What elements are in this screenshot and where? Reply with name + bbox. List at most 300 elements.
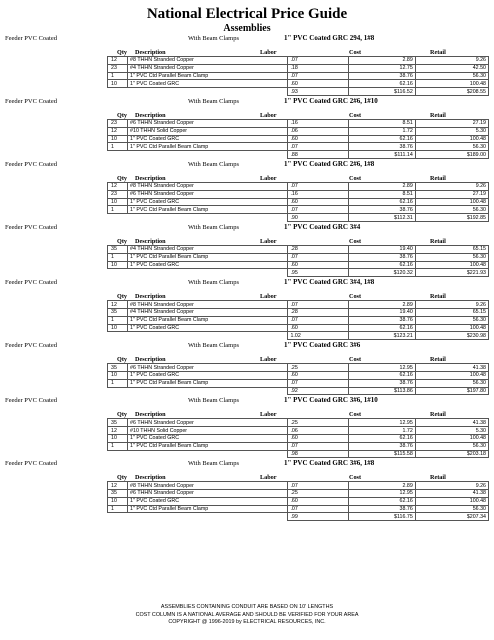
cell-retail: 100.48: [415, 434, 488, 442]
section-header: [0, 222, 494, 235]
cell-cost: 38.76: [348, 253, 415, 261]
column-header-labor: Labor: [260, 174, 277, 182]
section-category: Feeder PVC Coated: [5, 97, 57, 105]
total-cost: $116.75: [348, 513, 415, 521]
cell-retail: 41.38: [415, 364, 488, 372]
column-headers: [0, 110, 494, 119]
cell-labor: .60: [288, 135, 348, 143]
cell-cost: 62.16: [348, 434, 415, 442]
table-row: [108, 127, 489, 135]
cell-cost: 62.16: [348, 324, 415, 332]
cell-labor: .07: [288, 316, 348, 324]
cell-labor: .28: [288, 308, 348, 316]
table-row: [108, 316, 489, 324]
cell-qty: 10: [108, 324, 128, 332]
section-category: Feeder PVC Coated: [5, 279, 57, 287]
section-mounting: With Beam Clamps: [188, 279, 240, 287]
column-header-labor: Labor: [260, 293, 277, 301]
total-row: [108, 214, 489, 222]
column-headers: [0, 472, 494, 481]
section-category: Feeder PVC Coated: [5, 460, 57, 468]
column-header-cost: Cost: [349, 356, 362, 364]
cell-description: #6 THHN Stranded Copper: [128, 490, 288, 498]
footer-note-cost: COST COLUMN IS A NATIONAL AVERAGE AND SHOULD BE VERIFIED FOR YOUR AREA: [135, 611, 359, 618]
cell-labor: .18: [288, 64, 348, 72]
cell-qty: 10: [108, 497, 128, 505]
cell-retail: 56.30: [415, 253, 488, 261]
section-header: [0, 340, 494, 353]
cell-qty: 1: [108, 206, 128, 214]
table-row: [108, 80, 489, 88]
total-labor: .95: [288, 269, 348, 277]
page-title: National Electrical Price Guide: [146, 6, 348, 22]
column-header-retail: Retail: [430, 293, 446, 301]
cell-qty: 10: [108, 261, 128, 269]
assembly-sections: [0, 33, 494, 521]
cell-retail: 56.30: [415, 379, 488, 387]
cell-labor: .60: [288, 80, 348, 88]
cell-qty: 12: [108, 182, 128, 190]
column-header-labor: Labor: [260, 111, 277, 119]
total-row: [108, 88, 489, 96]
column-header-description: Description: [135, 111, 166, 119]
cell-labor: .60: [288, 324, 348, 332]
cell-qty: 12: [108, 57, 128, 65]
cell-labor: .07: [288, 379, 348, 387]
column-header-retail: Retail: [430, 356, 446, 364]
cell-labor: .06: [288, 127, 348, 135]
cell-description: 1" PVC Coated GRC: [128, 135, 288, 143]
cell-retail: 42.50: [415, 64, 488, 72]
cell-qty: 1: [108, 505, 128, 513]
cell-qty: 23: [108, 119, 128, 127]
section-mounting: With Beam Clamps: [188, 397, 240, 405]
table-row: [108, 253, 489, 261]
cell-qty: 10: [108, 198, 128, 206]
total-spacer: [128, 88, 288, 96]
total-cost: $115.58: [348, 450, 415, 458]
cell-retail: 100.48: [415, 497, 488, 505]
table-row: [108, 182, 489, 190]
cell-cost: 62.16: [348, 371, 415, 379]
cell-description: 1" PVC Coated GRC: [128, 371, 288, 379]
cell-retail: 41.38: [415, 490, 488, 498]
cell-labor: .25: [288, 490, 348, 498]
cell-retail: 56.30: [415, 505, 488, 513]
cell-labor: .60: [288, 434, 348, 442]
total-spacer: [108, 450, 128, 458]
cell-retail: 56.30: [415, 206, 488, 214]
cell-cost: 38.76: [348, 143, 415, 151]
column-headers: [0, 409, 494, 418]
cell-retail: 56.30: [415, 442, 488, 450]
cell-retail: 56.30: [415, 72, 488, 80]
column-header-qty: Qty: [117, 49, 127, 56]
cell-labor: .28: [288, 245, 348, 253]
column-header-qty: Qty: [117, 174, 127, 182]
footer: [0, 604, 494, 627]
section-assembly-name: 1" PVC Coated GRC 3#6: [284, 341, 361, 350]
cell-description: #6 THHN Stranded Copper: [128, 419, 288, 427]
cell-description: #10 THHN Solid Copper: [128, 127, 288, 135]
total-row: [108, 450, 489, 458]
total-retail: $192.85: [415, 214, 488, 222]
cell-cost: 2.89: [348, 301, 415, 309]
total-labor: .93: [288, 88, 348, 96]
cell-qty: 1: [108, 253, 128, 261]
cell-qty: 1: [108, 442, 128, 450]
cell-labor: .07: [288, 253, 348, 261]
column-header-description: Description: [135, 356, 166, 364]
cell-retail: 100.48: [415, 135, 488, 143]
items-table: [107, 481, 489, 521]
cell-description: 1" PVC Ctd Parallel Beam Clamp: [128, 505, 288, 513]
column-header-qty: Qty: [117, 356, 127, 364]
items-table: [107, 56, 489, 96]
assembly-section: [0, 340, 494, 395]
section-category: Feeder PVC Coated: [5, 160, 57, 168]
section-category: Feeder PVC Coated: [5, 223, 57, 231]
cell-cost: 1.72: [348, 127, 415, 135]
total-labor: .98: [288, 450, 348, 458]
table-row: [108, 434, 489, 442]
cell-cost: 8.51: [348, 190, 415, 198]
section-assembly-name: 1" PVC Coated GRC 2#6, 1#10: [284, 96, 378, 105]
cell-cost: 62.16: [348, 80, 415, 88]
footer-copyright: COPYRIGHT @ 1996-2019 by ELECTRICAL RESOURCES, INC.: [168, 619, 326, 626]
column-header-retail: Retail: [430, 411, 446, 419]
table-row: [108, 490, 489, 498]
cell-description: 1" PVC Coated GRC: [128, 198, 288, 206]
total-labor: .92: [288, 387, 348, 395]
total-cost: $112.31: [348, 214, 415, 222]
column-header-description: Description: [135, 174, 166, 182]
cell-description: #8 THHN Stranded Copper: [128, 301, 288, 309]
column-header-cost: Cost: [349, 411, 362, 419]
cell-description: #8 THHN Stranded Copper: [128, 57, 288, 65]
assembly-section: [0, 277, 494, 340]
total-row: [108, 513, 489, 521]
total-spacer: [128, 387, 288, 395]
cell-qty: 35: [108, 419, 128, 427]
table-row: [108, 419, 489, 427]
page-subtitle: Assemblies: [223, 23, 271, 34]
assembly-section: [0, 395, 494, 458]
total-spacer: [108, 214, 128, 222]
cell-retail: 100.48: [415, 324, 488, 332]
column-header-retail: Retail: [430, 174, 446, 182]
table-row: [108, 190, 489, 198]
cell-description: 1" PVC Coated GRC: [128, 324, 288, 332]
column-headers: [0, 236, 494, 245]
cell-qty: 12: [108, 301, 128, 309]
table-row: [108, 64, 489, 72]
total-labor: 1.02: [288, 332, 348, 340]
cell-labor: .60: [288, 198, 348, 206]
cell-cost: 62.16: [348, 198, 415, 206]
cell-description: 1" PVC Ctd Parallel Beam Clamp: [128, 253, 288, 261]
table-row: [108, 497, 489, 505]
table-row: [108, 206, 489, 214]
total-spacer: [128, 450, 288, 458]
cell-labor: .07: [288, 72, 348, 80]
table-row: [108, 57, 489, 65]
section-header: [0, 33, 494, 46]
cell-cost: 2.89: [348, 482, 415, 490]
total-spacer: [108, 151, 128, 159]
column-header-labor: Labor: [260, 356, 277, 364]
cell-cost: 2.89: [348, 182, 415, 190]
total-row: [108, 151, 489, 159]
section-category: Feeder PVC Coated: [5, 342, 57, 350]
cell-labor: .25: [288, 364, 348, 372]
cell-labor: .07: [288, 57, 348, 65]
section-assembly-name: 1" PVC Coated GRC 3#4, 1#8: [284, 278, 375, 287]
cell-cost: 38.76: [348, 206, 415, 214]
cell-qty: 1: [108, 143, 128, 151]
column-header-description: Description: [135, 411, 166, 419]
total-retail: $230.98: [415, 332, 488, 340]
total-cost: $116.52: [348, 88, 415, 96]
cell-retail: 100.48: [415, 261, 488, 269]
cell-qty: 12: [108, 427, 128, 435]
section-assembly-name: 1" PVC Coated GRC 3#4: [284, 222, 361, 231]
total-cost: $123.21: [348, 332, 415, 340]
total-spacer: [128, 151, 288, 159]
table-row: [108, 308, 489, 316]
cell-retail: 56.30: [415, 143, 488, 151]
cell-qty: 23: [108, 190, 128, 198]
footer-note-lengths: ASSEMBLIES CONTAINING CONDUIT ARE BASED ON 10' LENGTHS: [160, 604, 334, 610]
cell-labor: .07: [288, 482, 348, 490]
cell-qty: 23: [108, 64, 128, 72]
cell-qty: 35: [108, 245, 128, 253]
cell-qty: 35: [108, 490, 128, 498]
cell-qty: 10: [108, 80, 128, 88]
total-retail: $197.80: [415, 387, 488, 395]
section-assembly-name: 1" PVC Coated GRC 3#6, 1#8: [284, 459, 375, 468]
cell-cost: 38.76: [348, 379, 415, 387]
cell-description: #4 THHN Stranded Copper: [128, 245, 288, 253]
cell-description: #8 THHN Stranded Copper: [128, 182, 288, 190]
total-spacer: [108, 332, 128, 340]
cell-description: 1" PVC Coated GRC: [128, 497, 288, 505]
column-header-qty: Qty: [117, 237, 127, 245]
cell-labor: .07: [288, 301, 348, 309]
cell-retail: 27.19: [415, 190, 488, 198]
cell-qty: 10: [108, 434, 128, 442]
cell-description: #6 THHN Stranded Copper: [128, 190, 288, 198]
cell-description: #8 THHN Stranded Copper: [128, 482, 288, 490]
section-mounting: With Beam Clamps: [188, 35, 240, 42]
column-header-qty: Qty: [117, 411, 127, 419]
cell-labor: .07: [288, 143, 348, 151]
cell-cost: 12.95: [348, 419, 415, 427]
total-spacer: [128, 513, 288, 521]
cell-retail: 56.30: [415, 316, 488, 324]
cell-cost: 62.16: [348, 497, 415, 505]
section-mounting: With Beam Clamps: [188, 160, 240, 168]
section-category: Feeder PVC Coated: [5, 397, 57, 405]
cell-qty: 35: [108, 364, 128, 372]
cell-description: #6 THHN Stranded Copper: [128, 119, 288, 127]
total-cost: $120.32: [348, 269, 415, 277]
column-headers: [0, 291, 494, 300]
column-headers: [0, 354, 494, 363]
cell-labor: .16: [288, 119, 348, 127]
cell-description: 1" PVC Coated GRC: [128, 261, 288, 269]
total-retail: $189.00: [415, 151, 488, 159]
cell-retail: 65.15: [415, 308, 488, 316]
cell-retail: 9.26: [415, 482, 488, 490]
table-row: [108, 301, 489, 309]
column-header-cost: Cost: [349, 293, 362, 301]
assembly-section: [0, 458, 494, 521]
cell-description: 1" PVC Ctd Parallel Beam Clamp: [128, 143, 288, 151]
cell-description: #6 THHN Stranded Copper: [128, 364, 288, 372]
cell-qty: 1: [108, 72, 128, 80]
column-header-description: Description: [135, 237, 166, 245]
table-row: [108, 119, 489, 127]
cell-retail: 100.48: [415, 198, 488, 206]
total-labor: .99: [288, 513, 348, 521]
cell-retail: 27.19: [415, 119, 488, 127]
cell-retail: 100.48: [415, 371, 488, 379]
column-header-qty: Qty: [117, 474, 127, 482]
cell-cost: 62.16: [348, 135, 415, 143]
cell-qty: 10: [108, 371, 128, 379]
items-table: [107, 363, 489, 395]
cell-retail: 5.30: [415, 127, 488, 135]
cell-retail: 5.30: [415, 427, 488, 435]
total-row: [108, 332, 489, 340]
total-spacer: [108, 387, 128, 395]
assembly-section: [0, 33, 494, 96]
column-header-labor: Labor: [260, 237, 277, 245]
total-spacer: [108, 269, 128, 277]
table-row: [108, 371, 489, 379]
items-table: [107, 300, 489, 340]
cell-labor: .60: [288, 371, 348, 379]
table-row: [108, 379, 489, 387]
table-row: [108, 135, 489, 143]
column-header-labor: Labor: [260, 474, 277, 482]
cell-labor: .07: [288, 206, 348, 214]
total-spacer: [108, 513, 128, 521]
column-header-qty: Qty: [117, 293, 127, 301]
section-category: Feeder PVC Coated: [5, 35, 57, 42]
total-row: [108, 387, 489, 395]
cell-cost: 1.72: [348, 427, 415, 435]
column-header-description: Description: [135, 474, 166, 482]
cell-labor: .60: [288, 261, 348, 269]
total-labor: .88: [288, 151, 348, 159]
cell-description: #4 THHN Stranded Copper: [128, 64, 288, 72]
section-mounting: With Beam Clamps: [188, 342, 240, 350]
column-headers: [0, 47, 494, 56]
cell-retail: 41.38: [415, 419, 488, 427]
cell-cost: 38.76: [348, 505, 415, 513]
total-spacer: [108, 88, 128, 96]
assembly-section: [0, 96, 494, 159]
items-table: [107, 418, 489, 458]
assembly-section: [0, 222, 494, 277]
cell-qty: 12: [108, 127, 128, 135]
section-assembly-name: 1" PVC Coated GRC 294, 1#8: [284, 34, 375, 42]
section-mounting: With Beam Clamps: [188, 460, 240, 468]
cell-qty: 1: [108, 316, 128, 324]
table-row: [108, 261, 489, 269]
cell-cost: 12.95: [348, 364, 415, 372]
cell-description: 1" PVC Ctd Parallel Beam Clamp: [128, 442, 288, 450]
cell-labor: .60: [288, 497, 348, 505]
cell-retail: 9.26: [415, 301, 488, 309]
column-header-qty: Qty: [117, 111, 127, 119]
cell-cost: 38.76: [348, 442, 415, 450]
table-row: [108, 427, 489, 435]
section-header: [0, 96, 494, 109]
cell-labor: .07: [288, 505, 348, 513]
items-table: [107, 245, 489, 277]
total-row: [108, 269, 489, 277]
cell-labor: .06: [288, 427, 348, 435]
total-retail: $203.18: [415, 450, 488, 458]
cell-description: 1" PVC Ctd Parallel Beam Clamp: [128, 206, 288, 214]
table-row: [108, 324, 489, 332]
items-table: [107, 182, 489, 222]
cell-cost: 62.16: [348, 261, 415, 269]
column-header-retail: Retail: [430, 474, 446, 482]
cell-description: 1" PVC Ctd Parallel Beam Clamp: [128, 72, 288, 80]
cell-labor: .07: [288, 442, 348, 450]
cell-retail: 9.26: [415, 182, 488, 190]
cell-qty: 12: [108, 482, 128, 490]
total-spacer: [128, 214, 288, 222]
column-header-retail: Retail: [430, 111, 446, 119]
section-header: [0, 458, 494, 471]
cell-cost: 19.40: [348, 308, 415, 316]
section-mounting: With Beam Clamps: [188, 223, 240, 231]
cell-retail: 65.15: [415, 245, 488, 253]
cell-retail: 9.26: [415, 57, 488, 65]
cell-cost: 12.95: [348, 490, 415, 498]
column-header-cost: Cost: [349, 174, 362, 182]
table-row: [108, 198, 489, 206]
cell-labor: .25: [288, 419, 348, 427]
cell-qty: 35: [108, 308, 128, 316]
cell-description: #4 THHN Stranded Copper: [128, 308, 288, 316]
items-table: [107, 119, 489, 159]
table-row: [108, 442, 489, 450]
column-header-cost: Cost: [349, 474, 362, 482]
column-header-labor: Labor: [260, 411, 277, 419]
cell-cost: 12.75: [348, 64, 415, 72]
cell-cost: 38.76: [348, 316, 415, 324]
table-row: [108, 505, 489, 513]
column-header-description: Description: [135, 293, 166, 301]
assembly-section: [0, 159, 494, 222]
cell-cost: 38.76: [348, 72, 415, 80]
table-row: [108, 364, 489, 372]
total-retail: $207.34: [415, 513, 488, 521]
column-header-description: Description: [135, 49, 166, 56]
cell-cost: 2.89: [348, 57, 415, 65]
column-header-cost: Cost: [349, 49, 362, 56]
total-retail: $208.55: [415, 88, 488, 96]
table-row: [108, 482, 489, 490]
section-header: [0, 395, 494, 408]
total-cost: $111.14: [348, 151, 415, 159]
